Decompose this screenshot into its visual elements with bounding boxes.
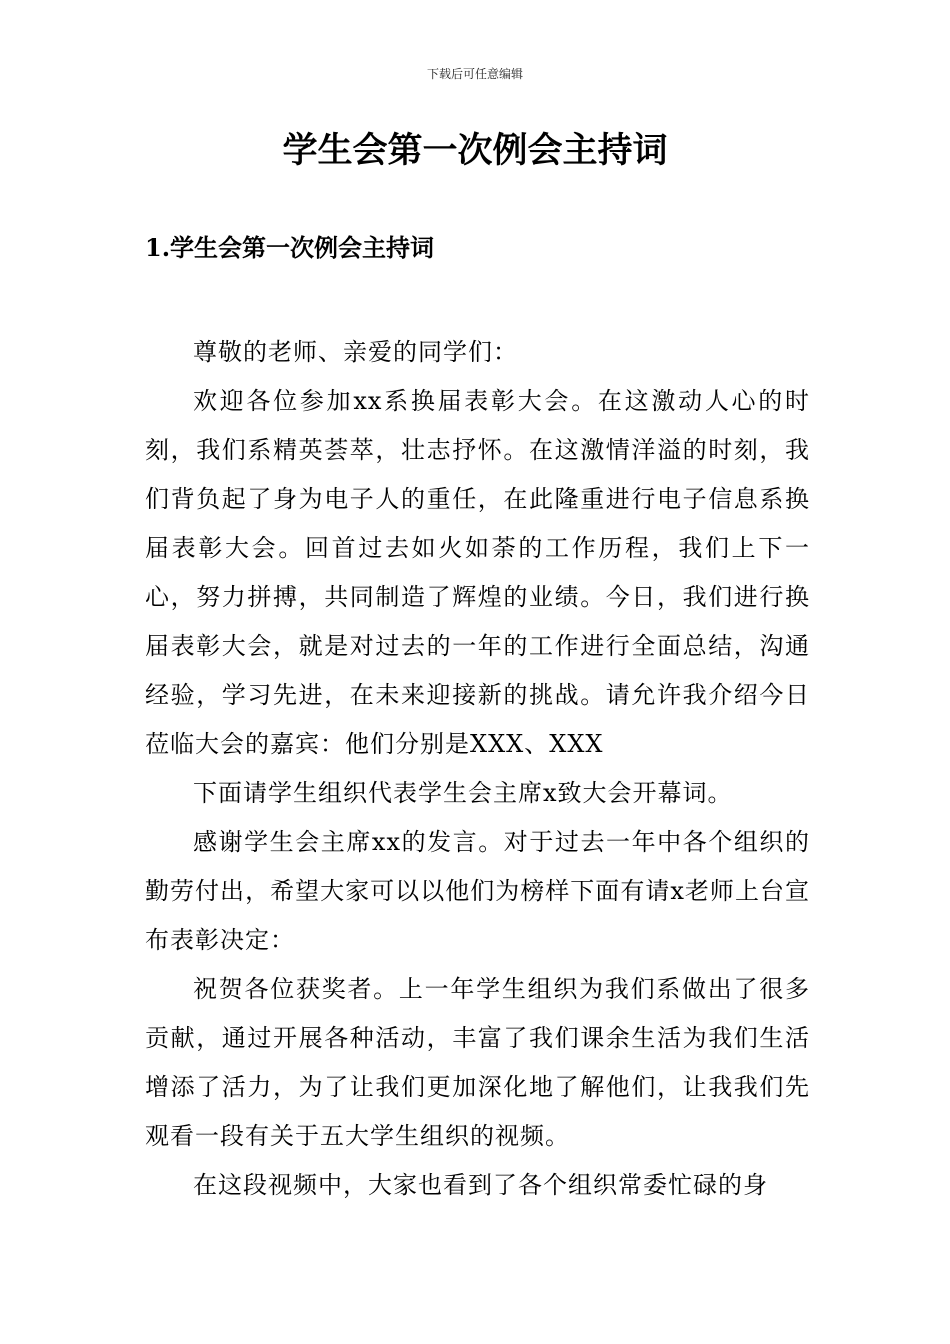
paragraph-welcome: 欢迎各位参加xx系换届表彰大会。在这激动人心的时刻，我们系精英荟萃，壮志抒怀。在这激情洋溢的时刻，我们背负起了身为电子人的重任，在此隆重进行电子信息系换届表彰大会。回首过去如火如荼的工作历程，我们上下一心，努力拼搏，共同制造了辉煌的业绩。今日，我们进行换届表彰大会，就是对过去的一年的工作进行全面总结，沟通经验，学习先进，在未来迎接新的挑战。请允许我介绍今日莅临大会的嘉宾：他们分别是XXX、XXX (145, 387, 810, 758)
paragraph-video: 在这段视频中，大家也看到了各个组织常委忙碌的身 (193, 1171, 768, 1199)
paragraph-salutation: 尊敬的老师、亲爱的同学们： (193, 338, 518, 366)
header-note: 下载后可任意编辑 (426, 67, 523, 81)
paragraph-opening-speech: 下面请学生组织代表学生会主席x致大会开幕词。 (193, 779, 733, 807)
body-text (145, 328, 810, 1210)
paragraph-congratulations: 祝贺各位获奖者。上一年学生组织为我们系做出了很多贡献，通过开展各种活动，丰富了我们课余生活为我们生活增添了活力，为了让我们更加深化地了解他们，让我我们先观看一段有关于五大学生组织的视频。 (145, 975, 810, 1150)
document-title: 学生会第一次例会主持词 (282, 131, 668, 171)
paragraph-thanks: 感谢学生会主席xx的发言。对于过去一年中各个组织的勤劳付出，希望大家可以以他们为榜样下面有请x老师上台宣布表彰决定： (145, 828, 810, 954)
section-heading: 1.学生会第一次例会主持词 (145, 233, 435, 262)
